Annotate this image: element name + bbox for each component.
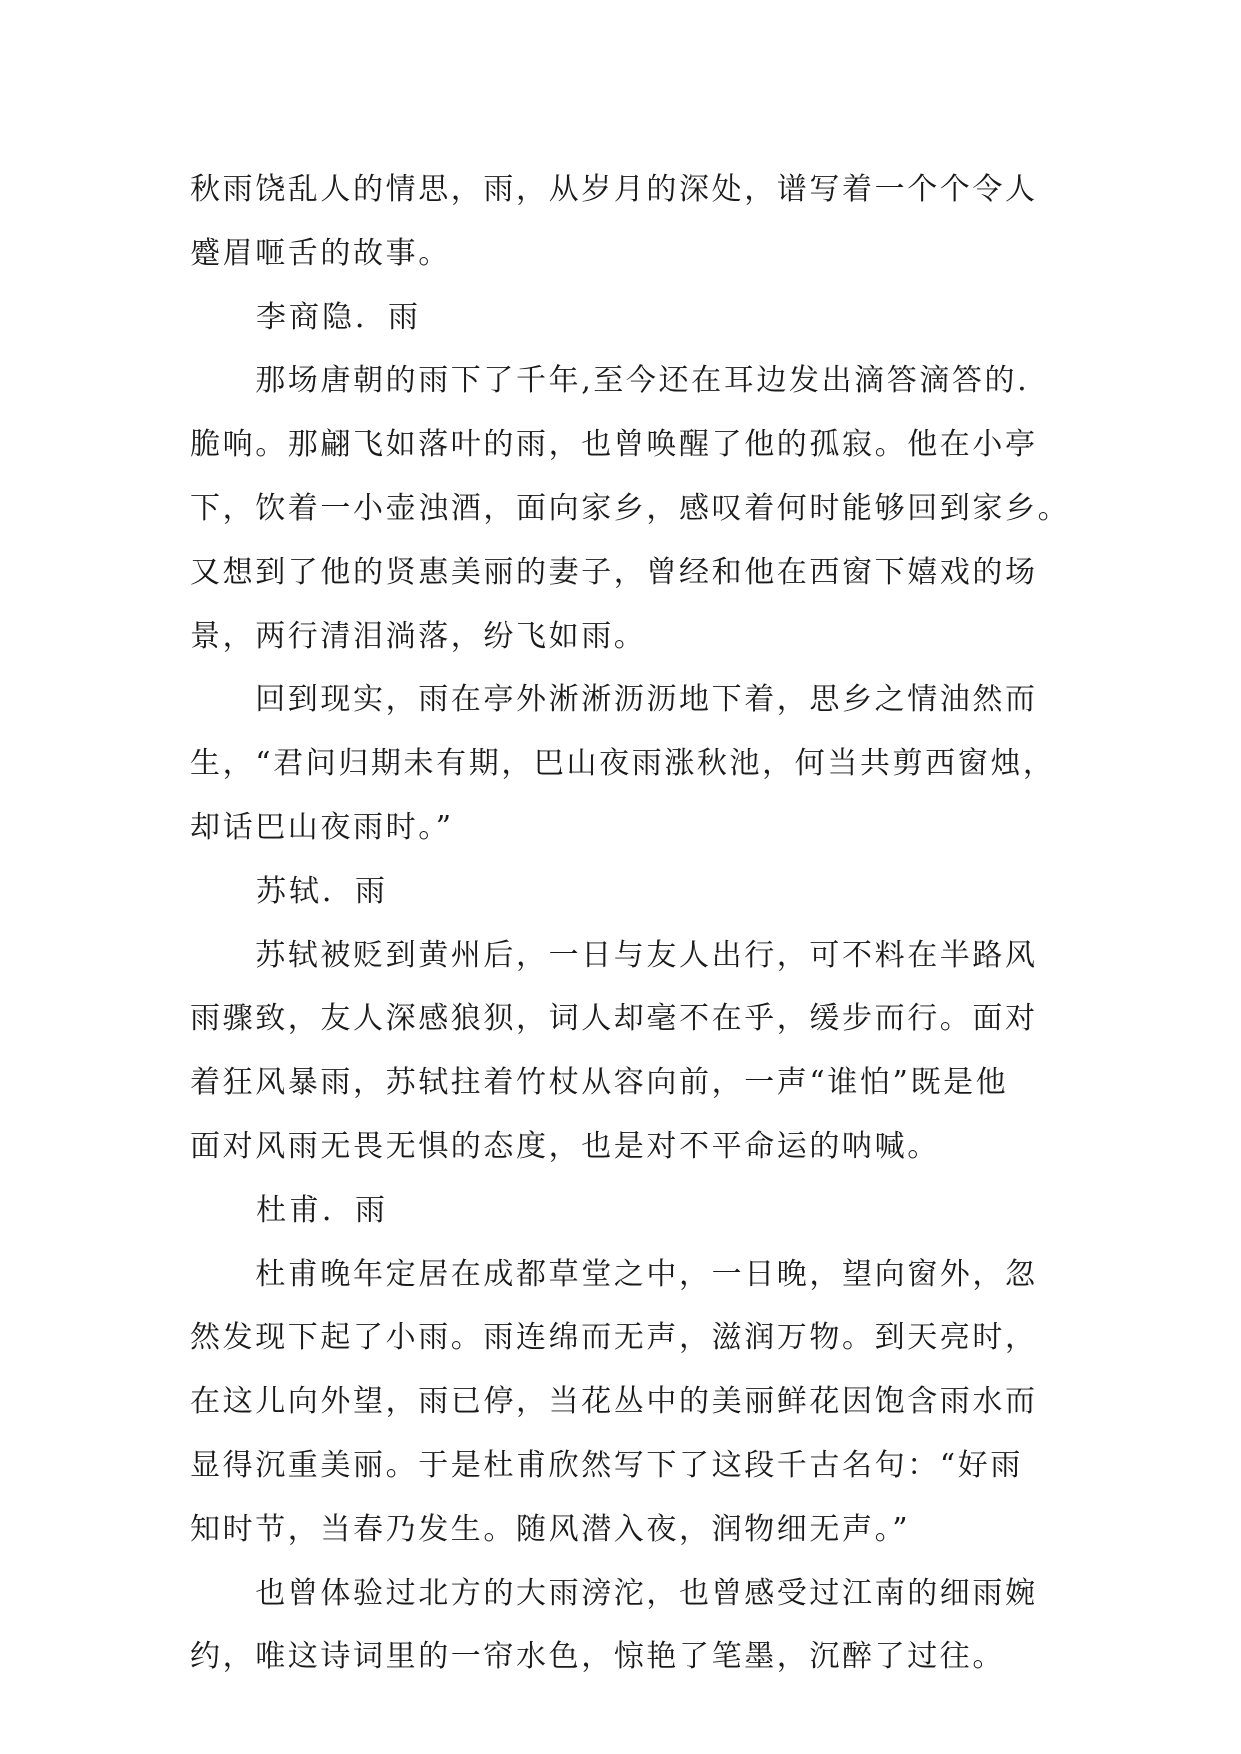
text-line: 秋雨饶乱人的情思，雨，从岁月的深处，谱写着一个个令人 bbox=[190, 172, 1038, 207]
text-line: 约，唯这诗词里的一帘水色，惊艳了笔墨，沉醉了过往。 bbox=[190, 1639, 1005, 1675]
text-line: 面对风雨无畏无惧的态度，也是对不平命运的呐喊。 bbox=[190, 1128, 940, 1164]
text-line: 却话巴山夜雨时。” bbox=[190, 809, 454, 845]
text-line: 杜甫晚年定居在成都草堂之中，一日晚，望向窗外，忽 bbox=[190, 1256, 1038, 1292]
text-line: 那场唐朝的雨下了千年,至今还在耳边发出滴答滴答的. bbox=[190, 363, 1030, 399]
text-line: 在这儿向外望，雨已停，当花丛中的美丽鲜花因饱含雨水而 bbox=[190, 1384, 1038, 1420]
text-line: 又想到了他的贤惠美丽的妻子，曾经和他在西窗下嬉戏的场 bbox=[190, 554, 1038, 590]
text-line: 苏轼被贬到黄州后，一日与友人出行，可不料在半路风 bbox=[190, 937, 1038, 973]
text-line: 景，两行清泪淌落，纷飞如雨。 bbox=[190, 618, 647, 654]
text-line: 下，饮着一小壶浊酒，面向家乡，感叹着何时能够回到家乡。 bbox=[190, 490, 1071, 526]
text-line: 生，“君问归期未有期，巴山夜雨涨秋池，何当共剪西窗烛， bbox=[190, 746, 1056, 782]
text-line: 显得沉重美丽。于是杜甫欣然写下了这段千古名句：“好雨 bbox=[190, 1447, 1023, 1483]
text-line: 回到现实，雨在亭外淅淅沥沥地下着，思乡之情油然而 bbox=[190, 682, 1038, 718]
text-line: 雨骤致，友人深感狼狈，词人却毫不在乎，缓步而行。面对 bbox=[190, 1001, 1038, 1037]
section-heading-su-shi: 苏轼．雨 bbox=[190, 873, 388, 909]
text-line: 蹙眉咂舌的故事。 bbox=[190, 235, 451, 271]
text-line: 也曾体验过北方的大雨滂沱，也曾感受过江南的细雨婉 bbox=[190, 1575, 1038, 1611]
text-line: 知时节，当春乃发生。随风潜入夜，润物细无声。” bbox=[190, 1511, 911, 1547]
section-heading-du-fu: 杜甫．雨 bbox=[190, 1192, 388, 1228]
text-line: 脆响。那翩飞如落叶的雨，也曾唤醒了他的孤寂。他在小亭 bbox=[190, 427, 1038, 463]
text-line: 然发现下起了小雨。雨连绵而无声，滋润万物。到天亮时， bbox=[190, 1320, 1038, 1356]
document-body bbox=[190, 158, 1070, 1689]
section-heading-li-shangyin: 李商隐．雨 bbox=[190, 299, 421, 335]
text-line: 着狂风暴雨，苏轼拄着竹杖从容向前，一声“谁怕”既是他 bbox=[190, 1065, 1009, 1101]
